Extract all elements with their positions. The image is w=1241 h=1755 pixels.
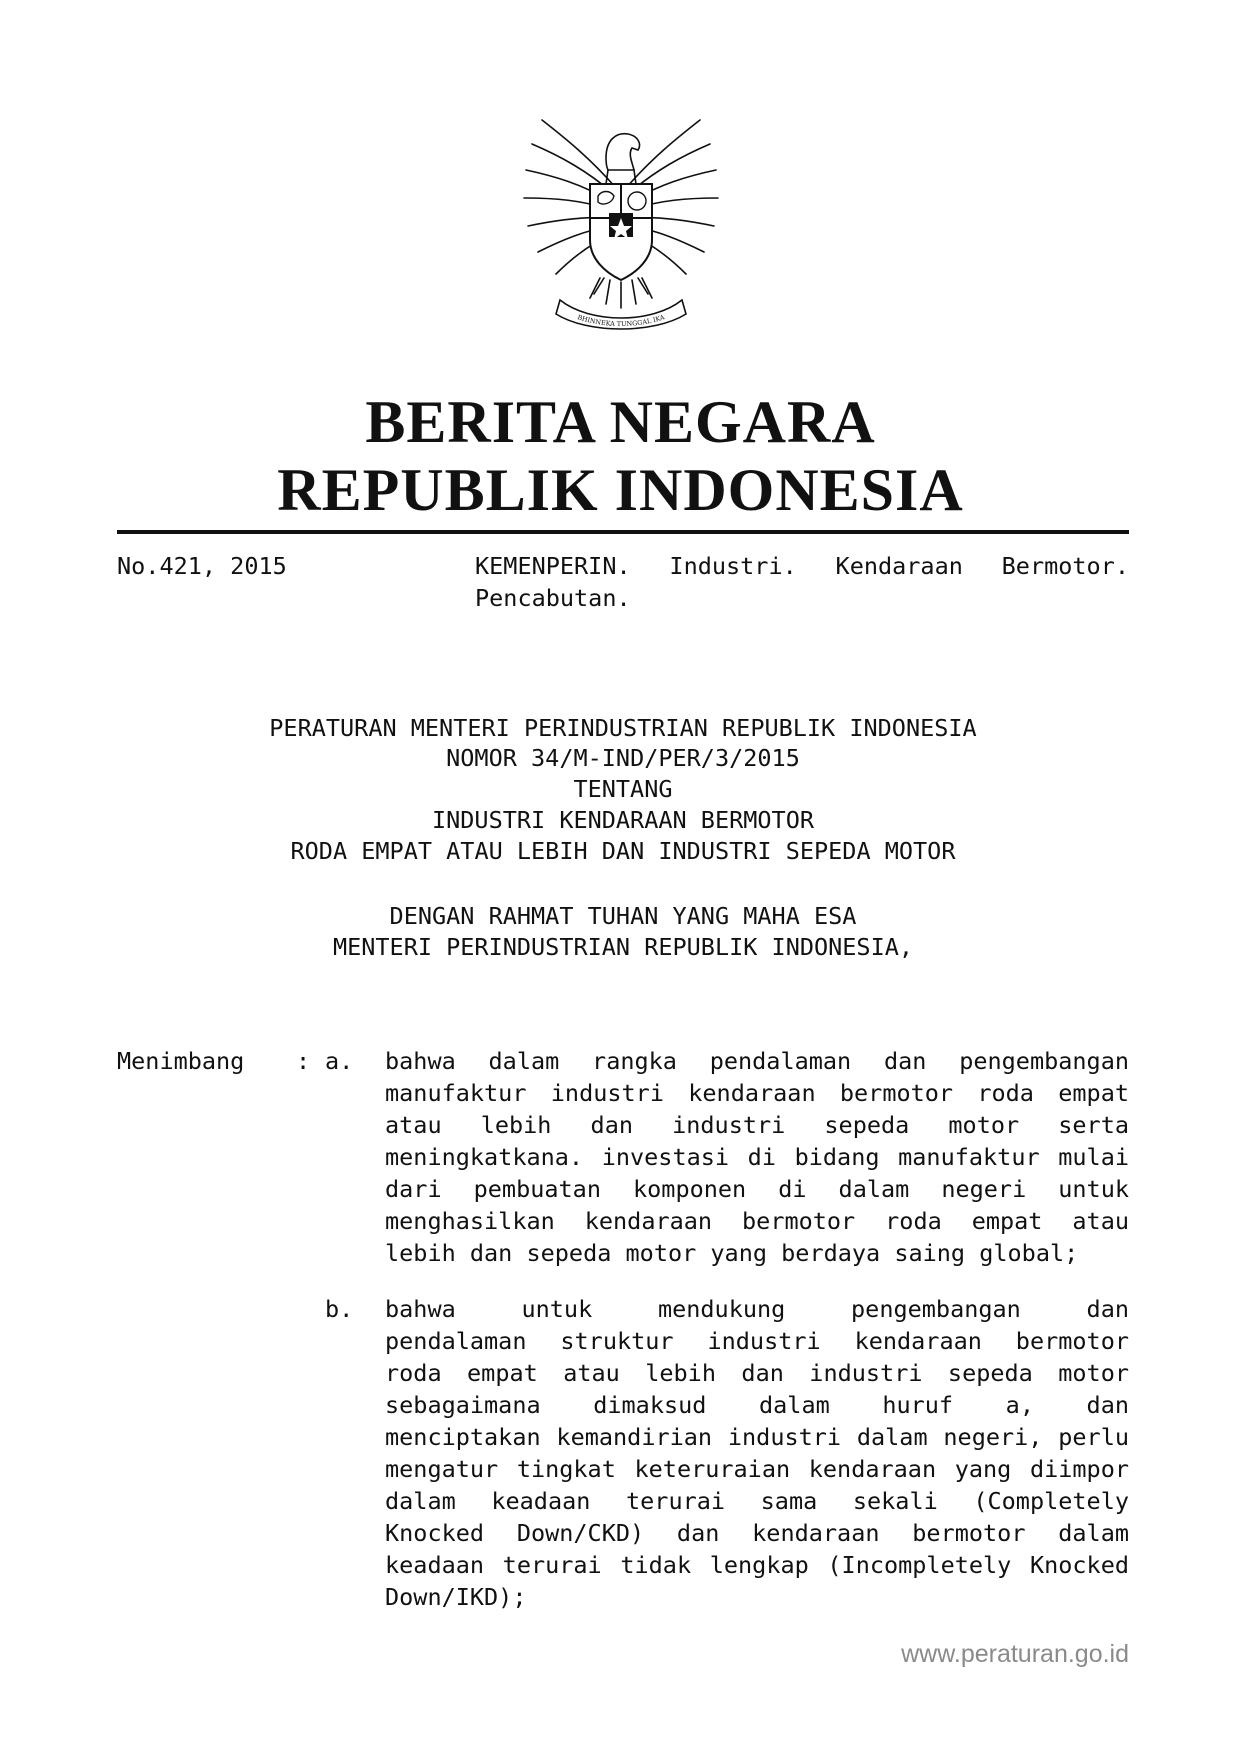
considering-label: Menimbang: [117, 1047, 245, 1075]
item-a-line: manufaktur industri kendaraan bermotor roda empat: [385, 1079, 1129, 1107]
item-a-line: lebih dan sepeda motor yang berdaya saing global;: [385, 1239, 1079, 1267]
regulation-about: TENTANG: [573, 775, 673, 803]
item-a-line: atau lebih dan industri sepeda motor serta: [385, 1111, 1129, 1139]
item-b-line: roda empat atau lebih dan industri sepeda motor: [385, 1359, 1129, 1387]
regulation-subject-line-1: INDUSTRI KENDARAAN BERMOTOR: [431, 806, 814, 834]
item-b-letter: b.: [325, 1295, 354, 1323]
footer-website-link[interactable]: www.peraturan.go.id: [901, 1640, 1129, 1668]
regulation-number: NOMOR 34/M-IND/PER/3/2015: [446, 744, 800, 772]
gazette-subject: [475, 550, 1129, 614]
item-b-line: keadaan terurai tidak lengkap (Incompletely Knocked: [385, 1551, 1129, 1579]
item-b-line: Knocked Down/CKD) dan kendaraan bermotor dalam: [385, 1519, 1129, 1547]
item-a-line: meningkatkana. investasi di bidang manufaktur mulai: [385, 1143, 1129, 1171]
item-b-line: bahwa untuk mendukung pengembangan dan: [385, 1295, 1129, 1323]
considering-colon: :: [296, 1047, 311, 1075]
minister-line: MENTERI PERINDUSTRIAN REPUBLIK INDONESIA,: [332, 933, 914, 961]
regulation-title: PERATURAN MENTERI PERINDUSTRIAN REPUBLIK INDONESIA: [269, 714, 977, 742]
item-b-line: sebagaimana dimaksud dalam huruf a, dan: [385, 1391, 1129, 1419]
item-a-line: dari pembuatan komponen di dalam negeri untuk: [385, 1175, 1129, 1203]
garuda-emblem: [520, 118, 722, 330]
item-a-line: bahwa dalam rangka pendalaman dan pengembangan: [385, 1047, 1129, 1075]
gazette-subject-line-1: KEMENPERIN. Industri. Kendaraan Bermotor.: [475, 552, 1129, 580]
invocation-line: DENGAN RAHMAT TUHAN YANG MAHA ESA: [389, 902, 857, 930]
masthead-title: BERITA NEGARA: [365, 389, 876, 455]
item-b-text: [385, 1293, 1129, 1613]
masthead-subtitle: REPUBLIK INDONESIA: [277, 457, 964, 523]
item-b-line: mengatur tingkat keteruraian kendaraan yang diimpor: [385, 1455, 1129, 1483]
header-divider: [117, 530, 1129, 534]
item-b-line: pendalaman struktur industri kendaraan bermotor: [385, 1327, 1129, 1355]
item-a-line: menghasilkan kendaraan bermotor roda empat atau: [385, 1207, 1129, 1235]
gazette-number: No.421, 2015: [117, 552, 287, 580]
item-a-text: [385, 1045, 1129, 1269]
emblem-ribbon-text: BHINNEKA TUNGGAL IKA: [576, 313, 666, 329]
gazette-subject-line-2: Pencabutan.: [475, 584, 631, 612]
item-b-line: Down/IKD);: [385, 1583, 527, 1611]
item-a-letter: a.: [325, 1047, 354, 1075]
item-b-line: menciptakan kemandirian industri dalam negeri, perlu: [385, 1423, 1129, 1451]
regulation-subject-line-2: RODA EMPAT ATAU LEBIH DAN INDUSTRI SEPEDA MOTOR: [290, 837, 956, 865]
item-b-line: dalam keadaan terurai sama sekali (Completely: [385, 1487, 1129, 1515]
